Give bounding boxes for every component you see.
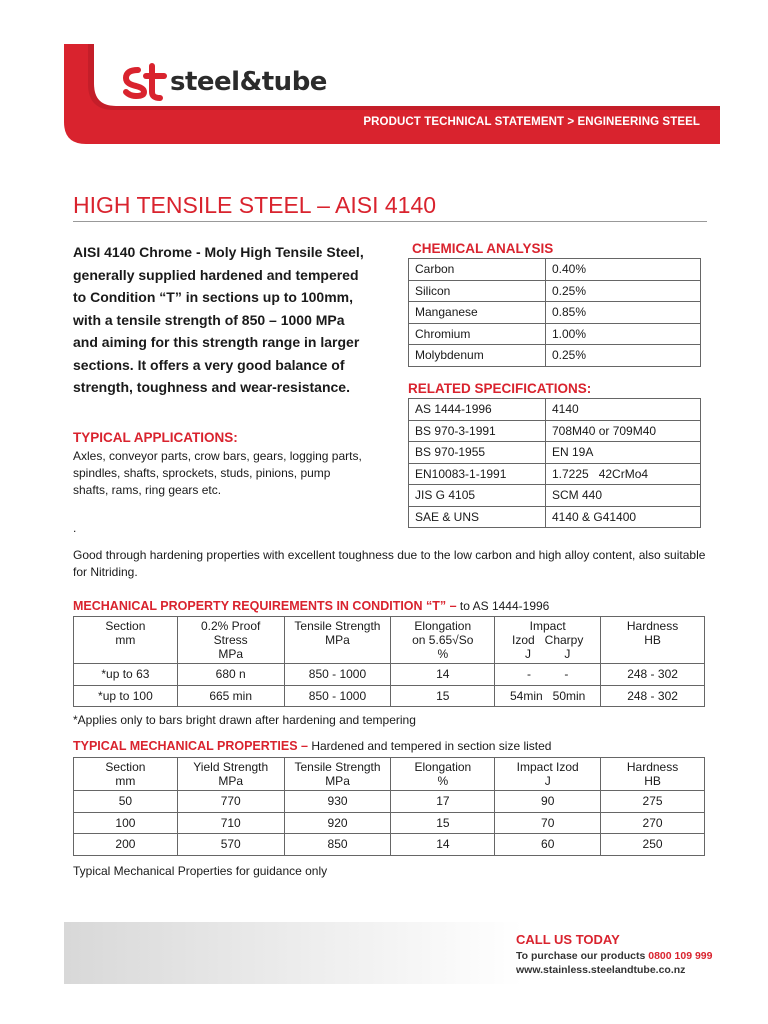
typical-heading-sub: Hardened and tempered in section size listed: [308, 739, 552, 753]
header-cell: Hardness HB: [601, 758, 705, 791]
chemical-heading: CHEMICAL ANALYSIS: [412, 241, 554, 256]
table-header-row: [74, 758, 705, 791]
table-cell: 50: [74, 791, 178, 813]
specifications-table: [408, 398, 701, 528]
specifications-heading: RELATED SPECIFICATIONS:: [408, 381, 592, 396]
header-cell: Impact Izod Charpy J J: [495, 617, 601, 664]
element-name: Manganese: [409, 302, 546, 324]
logo[interactable]: [122, 62, 327, 102]
header-cell: Elongation %: [391, 758, 495, 791]
table-cell: 17: [391, 791, 495, 813]
table-cell: 60: [495, 834, 601, 856]
mechanical-table: [73, 616, 705, 707]
brand-name: steel&tube: [170, 67, 327, 97]
spec-grade: 1.7225 42CrMo4: [546, 463, 701, 485]
table-cell: *up to 63: [74, 664, 178, 686]
element-value: 0.25%: [546, 280, 701, 302]
table-cell: 770: [177, 791, 284, 813]
element-name: Carbon: [409, 259, 546, 281]
table-cell: 665 min: [177, 685, 284, 707]
element-value: 1.00%: [546, 323, 701, 345]
table-row: [74, 685, 705, 707]
table-cell: 15: [391, 812, 495, 834]
table-row: [409, 399, 701, 421]
table-cell: 15: [391, 685, 495, 707]
mechanical-note: *Applies only to bars bright drawn after hardening and tempering: [73, 713, 416, 727]
header-cell: Yield Strength MPa: [177, 758, 284, 791]
element-name: Silicon: [409, 280, 546, 302]
table-cell: 90: [495, 791, 601, 813]
spec-standard: JIS G 4105: [409, 485, 546, 507]
table-row: [409, 442, 701, 464]
typical-note: Typical Mechanical Properties for guidance only: [73, 864, 328, 878]
table-row: [74, 812, 705, 834]
table-row: [409, 280, 701, 302]
table-cell: 850 - 1000: [284, 685, 391, 707]
hardening-paragraph: Good through hardening properties with excellent toughness due to the low carbon and high alloy content, also suitable for Nitriding.: [73, 548, 706, 579]
header-cell: Section mm: [74, 617, 178, 664]
table-cell: 920: [284, 812, 391, 834]
table-cell: 100: [74, 812, 178, 834]
table-row: [409, 345, 701, 367]
table-cell: 270: [601, 812, 705, 834]
table-cell: 275: [601, 791, 705, 813]
table-cell: 248 - 302: [601, 664, 705, 686]
element-name: Chromium: [409, 323, 546, 345]
header-cell: Hardness HB: [601, 617, 705, 664]
header-cell: Elongation on 5.65√So %: [391, 617, 495, 664]
applications-text: Axles, conveyor parts, crow bars, gears, logging parts, spindles, shafts, sprockets, studs, pinions, pump shafts, rams, ring gears etc.: [73, 449, 362, 497]
typical-table: [73, 757, 705, 856]
typical-heading-title: TYPICAL MECHANICAL PROPERTIES –: [73, 739, 308, 753]
spec-standard: AS 1444-1996: [409, 399, 546, 421]
spec-grade: EN 19A: [546, 442, 701, 464]
table-row: [409, 463, 701, 485]
table-cell: 250: [601, 834, 705, 856]
header-banner: [64, 44, 720, 144]
chemical-table: [408, 258, 701, 367]
table-row: [409, 302, 701, 324]
table-row: [409, 259, 701, 281]
table-cell: 850 - 1000: [284, 664, 391, 686]
typical-heading: [73, 739, 551, 753]
phone-number[interactable]: 0800 109 999: [648, 950, 713, 962]
table-cell: 710: [177, 812, 284, 834]
spec-grade: 708M40 or 709M40: [546, 420, 701, 442]
spec-grade: 4140: [546, 399, 701, 421]
table-cell: 850: [284, 834, 391, 856]
table-row: [74, 664, 705, 686]
stray-dot: .: [73, 521, 77, 535]
table-row: [409, 420, 701, 442]
st-logo-icon: [122, 62, 168, 102]
header-cell: Section mm: [74, 758, 178, 791]
header-cell: Tensile Strength MPa: [284, 617, 391, 664]
table-cell: *up to 100: [74, 685, 178, 707]
table-row: [74, 791, 705, 813]
element-value: 0.25%: [546, 345, 701, 367]
table-row: [409, 485, 701, 507]
banner-caption: PRODUCT TECHNICAL STATEMENT > ENGINEERING STEEL: [363, 116, 700, 128]
table-cell: 54min 50min: [495, 685, 601, 707]
table-row: [409, 323, 701, 345]
element-name: Molybdenum: [409, 345, 546, 367]
table-cell: 570: [177, 834, 284, 856]
table-cell: 14: [391, 664, 495, 686]
purchase-text: To purchase our products: [516, 950, 649, 962]
table-cell: 248 - 302: [601, 685, 705, 707]
table-cell: 70: [495, 812, 601, 834]
table-cell: 200: [74, 834, 178, 856]
spec-grade: SCM 440: [546, 485, 701, 507]
table-cell: - -: [495, 664, 601, 686]
table-cell: 680 n: [177, 664, 284, 686]
header-cell: Impact Izod J: [495, 758, 601, 791]
element-value: 0.85%: [546, 302, 701, 324]
table-cell: 930: [284, 791, 391, 813]
table-header-row: [74, 617, 705, 664]
header-cell: Tensile Strength MPa: [284, 758, 391, 791]
purchase-line: [516, 950, 712, 962]
spec-grade: 4140 & G41400: [546, 506, 701, 528]
intro-text: AISI 4140 Chrome - Moly High Tensile Steel, generally supplied hardened and tempered to Condition “T” in sections up to 100mm, with a tensile strength of 850 – 1000 MPa and aiming for this strength range in larger sections. It offers a very good balance of strength, toughness and wear-resistance.: [73, 244, 364, 395]
title-divider: [73, 221, 707, 222]
mechanical-heading: [73, 599, 549, 613]
spec-standard: SAE & UNS: [409, 506, 546, 528]
header-cell: 0.2% Proof Stress MPa: [177, 617, 284, 664]
spec-standard: BS 970-3-1991: [409, 420, 546, 442]
call-us-heading: CALL US TODAY: [516, 932, 620, 947]
table-row: [409, 506, 701, 528]
mechanical-heading-sub: to AS 1444-1996: [456, 599, 550, 613]
element-value: 0.40%: [546, 259, 701, 281]
page-title: HIGH TENSILE STEEL – AISI 4140: [73, 192, 437, 218]
table-cell: 14: [391, 834, 495, 856]
table-row: [74, 834, 705, 856]
spec-standard: EN10083-1-1991: [409, 463, 546, 485]
website-link[interactable]: www.stainless.steelandtube.co.nz: [516, 964, 686, 976]
spec-standard: BS 970-1955: [409, 442, 546, 464]
applications-heading: TYPICAL APPLICATIONS:: [73, 430, 238, 445]
mechanical-heading-title: MECHANICAL PROPERTY REQUIREMENTS IN CONDITION “T” –: [73, 599, 457, 613]
